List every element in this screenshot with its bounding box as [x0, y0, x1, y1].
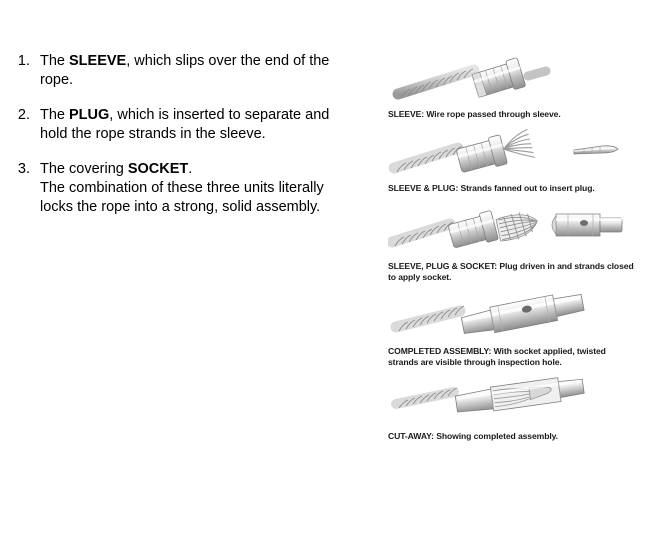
list-item-keyword: SLEEVE: [69, 53, 127, 69]
sleeve-and-plug-illustration: [388, 128, 638, 182]
list-item-text-part: The covering: [40, 161, 128, 177]
figure-caption: [388, 261, 638, 283]
completed-assembly-illustration: [388, 291, 638, 345]
figure-caption-description: Showing completed assembly.: [436, 431, 558, 441]
figure-caption: [388, 183, 638, 194]
list-item-keyword: PLUG: [69, 107, 110, 123]
figure-sleeve: [388, 54, 638, 120]
figure-caption: [388, 431, 638, 442]
figure-caption: [388, 346, 638, 368]
figure-sleeve-plug-socket: [388, 202, 638, 283]
list-item-text: [40, 106, 340, 144]
figure-caption-description: Strands fanned out to insert plug.: [460, 183, 595, 193]
list-item-text-part: , which is inserted to separate and hold the rope strands in the sleeve.: [40, 107, 330, 142]
figure-caption-description: Wire rope passed through sleeve.: [426, 109, 561, 119]
numbered-list: [8, 52, 348, 233]
list-item-text-part: The: [40, 53, 70, 69]
figure-caption-label: CUT-AWAY:: [388, 431, 434, 441]
list-item-number: 3.: [17, 161, 30, 177]
figure-sleeve-and-plug: [388, 128, 638, 194]
figure-caption: [388, 109, 638, 120]
figure-completed-assembly: [388, 291, 638, 368]
list-item: [8, 106, 348, 144]
list-item-text-part: , which slips over the end of the rope.: [40, 53, 330, 88]
sleeve-illustration: [388, 54, 638, 108]
list-item-keyword: SOCKET: [127, 161, 189, 177]
figure-caption-label: SLEEVE, PLUG & SOCKET:: [388, 261, 498, 271]
figure-caption-label: COMPLETED ASSEMBLY:: [388, 346, 492, 356]
list-item-number: 1.: [17, 53, 30, 69]
figure-cut-away: [388, 376, 638, 442]
list-item-number: 2.: [17, 107, 30, 123]
list-item: [8, 160, 348, 217]
list-item-text: [40, 52, 340, 90]
figure-caption-label: SLEEVE:: [388, 109, 425, 119]
list-item-text: [40, 160, 340, 217]
figure-caption-description: Plug driven in and strands closed to apply socket.: [388, 261, 634, 282]
list-item-text-part: The: [40, 107, 70, 123]
figure-caption-description: With socket applied, twisted strands are visible through inspection hole.: [388, 346, 606, 367]
list-item: [8, 52, 348, 90]
list-item-text-part: .: [188, 161, 193, 177]
figure-column: [388, 54, 638, 450]
figure-caption-label: SLEEVE & PLUG:: [388, 183, 459, 193]
cut-away-illustration: [388, 376, 638, 430]
sleeve-plug-socket-illustration: [388, 202, 638, 260]
list-item-text-part: The combination of these three units literally locks the rope into a strong, solid assembly.: [40, 180, 324, 215]
